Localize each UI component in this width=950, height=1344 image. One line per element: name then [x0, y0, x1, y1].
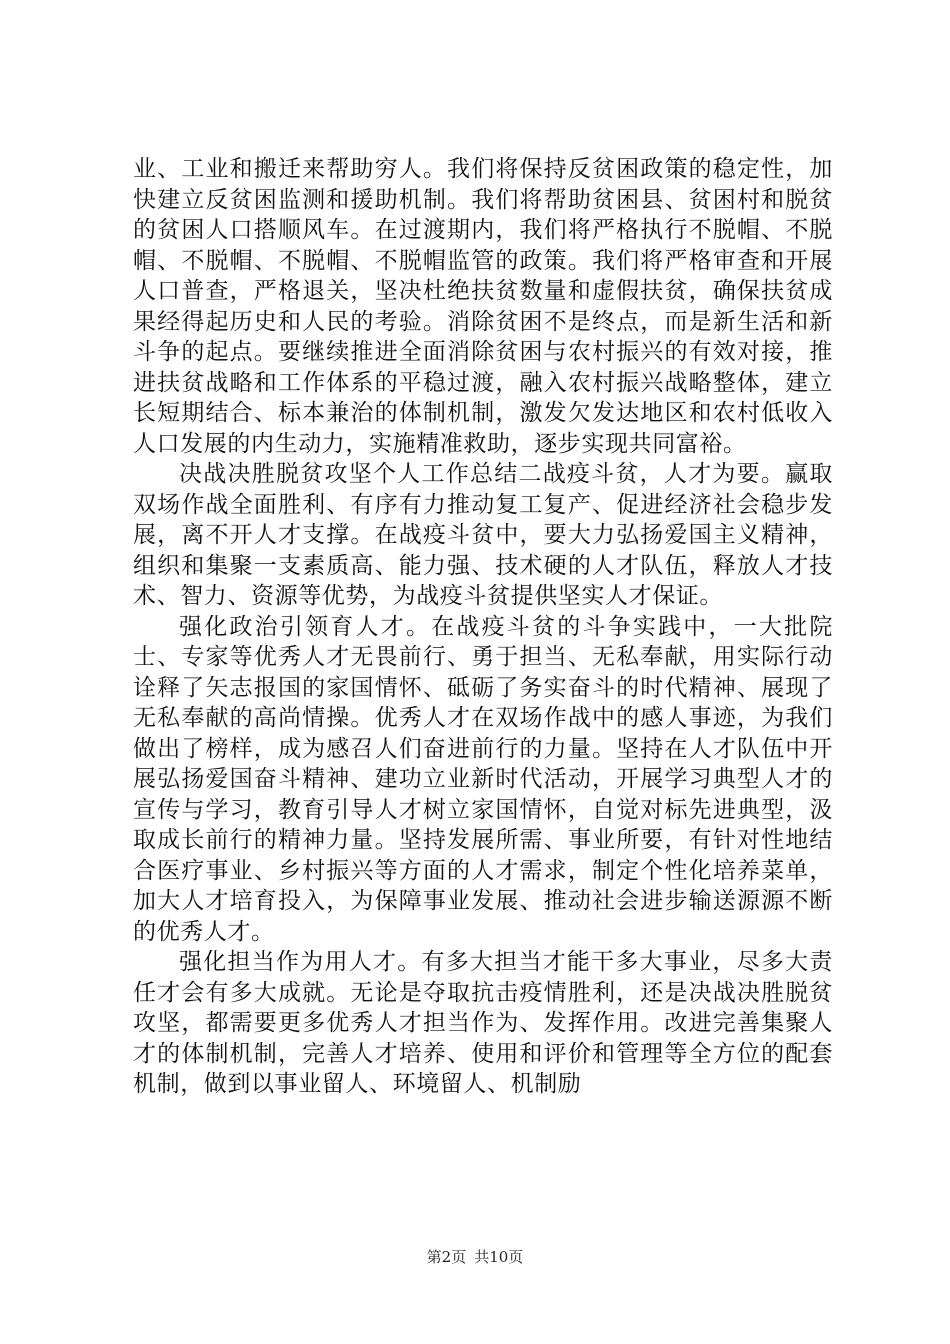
page-total: 共10页	[474, 1248, 524, 1266]
page-number: 第2页	[426, 1248, 467, 1266]
paragraph-2: 决战决胜脱贫攻坚个人工作总结二战疫斗贫，人才为要。赢取双场作战全面胜利、有序有力推动复工复产、促进经济社会稳步发展，离不开人才支撑。在战疫斗贫中，要大力弘扬爱国主义精神，组织和集聚一支素质高、能力强、技术硬的人才队伍，释放人才技术、智力、资源等优势，为战疫斗贫提供坚实人才保证。	[133, 461, 833, 609]
paragraph-4: 强化担当作为用人才。有多大担当才能干多大事业，尽多大责任才会有多大成就。无论是夺取抗击疫情胜利，还是决战决胜脱贫攻坚，都需要更多优秀人才担当作为、发挥作用。改进完善集聚人才的体制机制，完善人才培养、使用和评价和管理等全方位的配套机制，做到以事业留人、环境留人、机制励	[133, 949, 833, 1097]
page-footer	[0, 1247, 950, 1267]
document-body	[133, 154, 833, 1100]
paragraph-3: 强化政治引领育人才。在战疫斗贫的斗争实践中，一大批院士、专家等优秀人才无畏前行、勇于担当、无私奉献，用实际行动诠释了矢志报国的家国情怀、砥砺了务实奋斗的时代精神、展现了无私奉献的高尚情操。优秀人才在双场作战中的感人事迹，为我们做出了榜样，成为感召人们奋进前行的力量。坚持在人才队伍中开展弘扬爱国奋斗精神、建功立业新时代活动，开展学习典型人才的宣传与学习，教育引导人才树立家国情怀，自觉对标先进典型，汲取成长前行的精神力量。坚持发展所需、事业所要，有针对性地结合医疗事业、乡村振兴等方面的人才需求，制定个性化培养菜单，加大人才培育投入，为保障事业发展、推动社会进步输送源源不断的优秀人才。	[133, 613, 833, 945]
paragraph-1: 业、工业和搬迁来帮助穷人。我们将保持反贫困政策的稳定性，加快建立反贫困监测和援助机制。我们将帮助贫困县、贫困村和脱贫的贫困人口搭顺风车。在过渡期内，我们将严格执行不脱帽、不脱帽、不脱帽、不脱帽、不脱帽监管的政策。我们将严格审查和开展人口普查，严格退关，坚决杜绝扶贫数量和虚假扶贫，确保扶贫成果经得起历史和人民的考验。消除贫困不是终点，而是新生活和新斗争的起点。要继续推进全面消除贫困与农村振兴的有效对接，推进扶贫战略和工作体系的平稳过渡，融入农村振兴战略整体，建立长短期结合、标本兼治的体制机制，激发欠发达地区和农村低收入人口发展的内生动力，实施精准救助，逐步实现共同富裕。	[133, 156, 833, 457]
